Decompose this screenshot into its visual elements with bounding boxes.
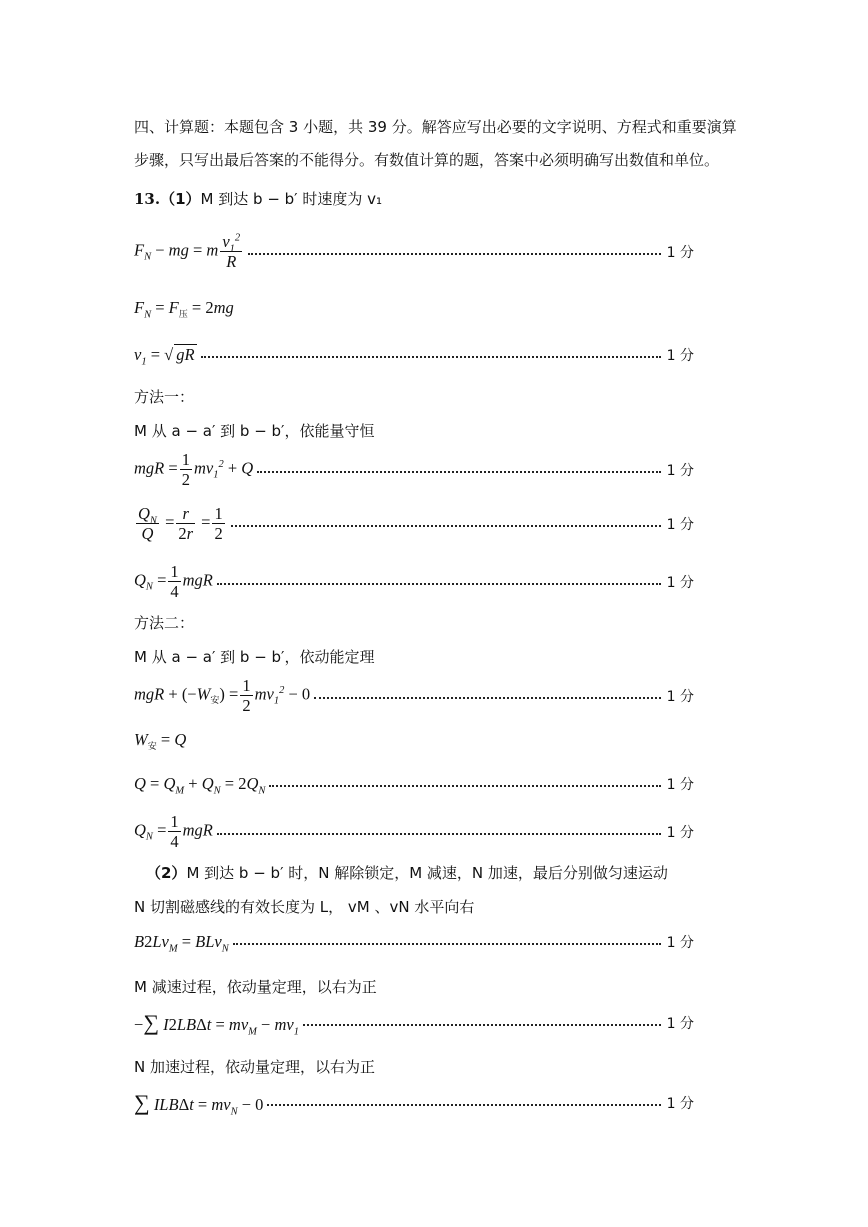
- equation-row-5: [134, 504, 694, 543]
- dotted-leader: [231, 525, 661, 527]
- section-header-line2: 步骤，只写出最后答案的不能得分。有数值计算的题，答案中必须明确写出数值和单位。: [134, 151, 720, 169]
- dotted-leader: [201, 356, 661, 358]
- dotted-leader: [248, 253, 660, 255]
- score-label: 1 分: [666, 516, 694, 533]
- equation-row-9: [134, 774, 694, 797]
- equation-2: $F_N = F_压 = 2mg$: [134, 298, 234, 321]
- equation-1: $F_N$ − mg = m $\frac{v_1^2}{R}$: [134, 232, 241, 271]
- part1-text: M 到达 b − b′ 时速度为 v₁: [200, 190, 383, 208]
- equation-row-11: [134, 932, 694, 955]
- equation-row-10: [134, 812, 694, 851]
- equation-row-6: [134, 562, 694, 601]
- question-number: 13.: [134, 190, 161, 208]
- score-label: 1 分: [666, 688, 694, 705]
- equation-row-1: [134, 232, 694, 271]
- dotted-leader: [314, 697, 661, 699]
- dotted-leader: [217, 583, 661, 585]
- dotted-leader: [303, 1024, 661, 1026]
- equation-4: mgR = $\frac{1}{2}$ $mv_1^2 + Q$: [134, 450, 254, 489]
- dotted-leader: [217, 833, 661, 835]
- q13-part1-heading: [134, 188, 693, 209]
- equation-7: mgR + $(-W_安)$ = $\frac{1}{2}$ $mv_1^2 - 0$: [134, 676, 311, 715]
- equation-row-2: [134, 298, 234, 321]
- equation-5: $\frac{Q_N}{Q}$ = $\frac{r}{2r}$ = $\frac{1}{2}$: [138, 504, 223, 543]
- q13-part2-heading: [146, 862, 693, 883]
- equation-row-3: [134, 344, 694, 368]
- equation-11: $B2Lv_M = BLv_N$: [134, 932, 229, 955]
- n-accel-text: N 加速过程，依动量定理，以右为正: [134, 1058, 375, 1076]
- equation-row-7: [134, 676, 694, 715]
- method-two-label: 方法二：: [134, 614, 195, 632]
- score-label: 1 分: [666, 244, 694, 261]
- dotted-leader: [233, 943, 661, 945]
- score-label: 1 分: [666, 462, 694, 479]
- equation-row-8: [134, 730, 186, 750]
- method-one-intro: M 从 a − a′ 到 b − b′，依能量守恒: [134, 422, 375, 440]
- dotted-leader: [257, 471, 660, 473]
- equation-row-4: [134, 450, 694, 489]
- part1-label: （1）: [160, 190, 201, 208]
- score-label: 1 分: [666, 574, 694, 591]
- equation-6: $Q_N$ = $\frac{1}{4}$ mgR: [134, 562, 213, 601]
- score-label: 1 分: [666, 935, 694, 951]
- score-label: 1 分: [666, 1096, 694, 1112]
- equation-8: $W_安 = Q$: [134, 730, 187, 752]
- equation-3: $v_1$ = √ gR: [134, 345, 195, 368]
- equation-12: −∑ $I2LB\Delta t = mv_M - mv_1$: [134, 1010, 299, 1038]
- equation-9: $Q = Q_M + Q_N = 2Q_N$: [134, 774, 266, 797]
- part2-text: M 到达 b − b′ 时，N 解除锁定，M 减速，N 加速，最后分别做匀速运动: [186, 864, 668, 882]
- dotted-leader: [269, 785, 660, 787]
- part2-label: （2）: [146, 864, 187, 882]
- equation-13: ∑ $ILB\Delta t = mv_N - 0$: [134, 1090, 264, 1118]
- equation-row-12: [134, 1010, 694, 1036]
- dotted-leader: [267, 1104, 660, 1106]
- m-decel-text: M 减速过程，依动量定理，以右为正: [134, 978, 377, 996]
- score-label: 1 分: [666, 777, 694, 793]
- part2-line2: N 切割磁感线的有效长度为 L， vM 、vN 水平向右: [134, 898, 475, 916]
- method-two-intro: M 从 a − a′ 到 b − b′，依动能定理: [134, 648, 375, 666]
- method-one-label: 方法一：: [134, 388, 195, 406]
- score-label: 1 分: [666, 347, 694, 364]
- equation-row-13: [134, 1090, 694, 1116]
- score-label: 1 分: [666, 824, 694, 841]
- score-label: 1 分: [666, 1016, 694, 1032]
- section-header-line1: 四、计算题：本题包含 3 小题，共 39 分。解答应写出必要的文字说明、方程式和重要演算: [134, 118, 737, 136]
- equation-10: $Q_N$ = $\frac{1}{4}$ mgR: [134, 812, 213, 851]
